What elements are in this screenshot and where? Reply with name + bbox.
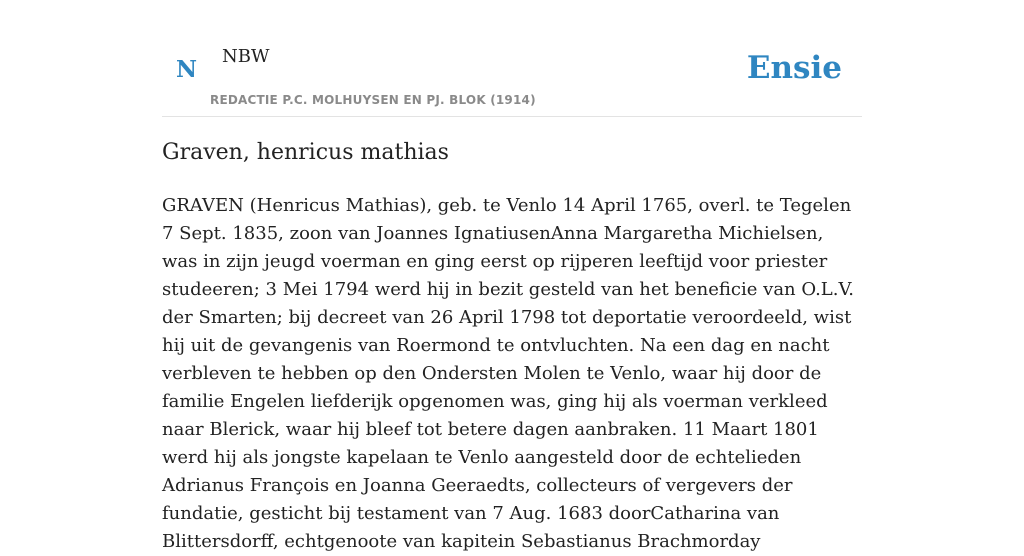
article-title: Graven, henricus mathias: [162, 140, 449, 165]
article-body: GRAVEN (Henricus Mathias), geb. te Venlo 14 April 1765, overl. te Tegelen 7 Sept. 1835, zoon van Joannes IgnatiusenAnna Margaretha Michielsen, was in zijn jeugd voerman en ging eerst op rijperen leeftijd voor priester studeeren; 3 Mei 1794 werd hij in bezit gesteld van het beneficie van O.L.V. der Smarten; bij decreet van 26 April 1798 tot deportatie veroordeeld, wist hij uit de gevangenis van Roermond te ontvluchten. Na een dag en nacht verbleven te hebben op den Ondersten Molen te Venlo, waar hij door de familie Engelen liefderijk opgenomen was, ging hij als voerman verkleed naar Blerick, waar hij bleef tot betere dagen aanbraken. 11 Maart 1801 werd hij als jongste kapelaan te Venlo aangesteld door de echtelieden Adrianus François en Joanna Geeraedts, collecteurs of vergevers der fundatie, gesticht bij testament van 7 Aug. 1683 doorCatharina van Blittersdorff, echtgenoote van kapitein Sebastianus Brachmorday: [162, 195, 855, 552]
source-subtitle: REDACTIE P.C. MOLHUYSEN EN PJ. BLOK (1914): [210, 93, 536, 107]
source-logo[interactable]: N: [176, 56, 198, 83]
source-name[interactable]: NBW: [222, 46, 270, 67]
header: [162, 0, 862, 117]
brand-logo[interactable]: Ensie: [746, 50, 842, 86]
